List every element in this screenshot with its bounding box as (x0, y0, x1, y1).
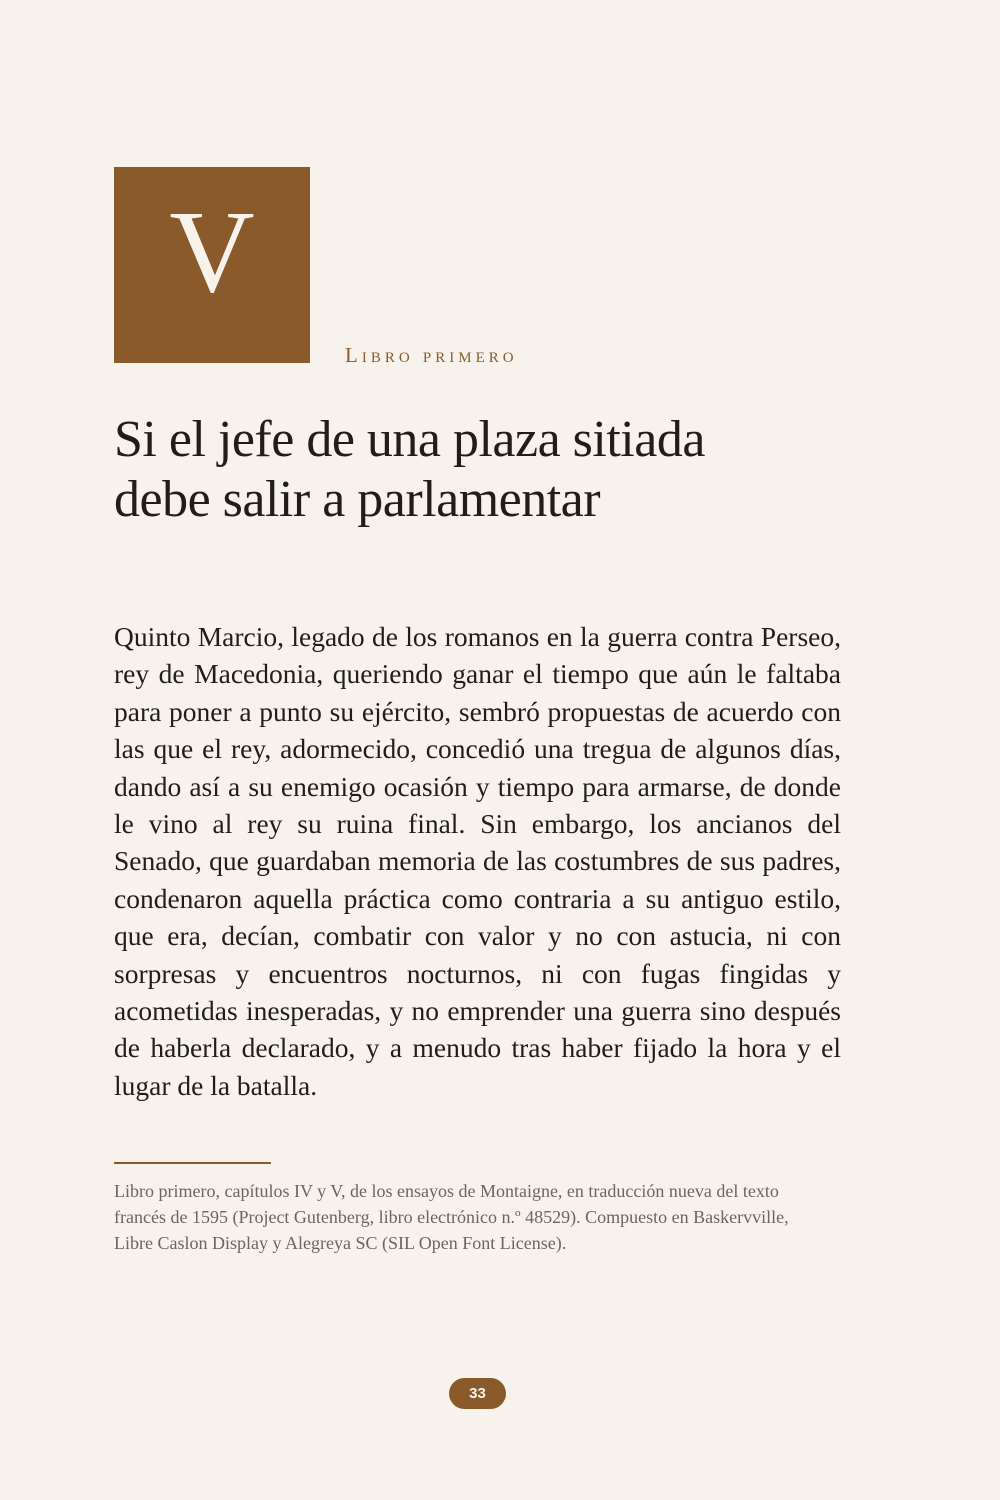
chapter-title-line-1: Si el jefe de una plaza sitiada (114, 411, 705, 468)
chapter-title-line-2: debe salir a parlamentar (114, 471, 601, 528)
page-number-badge: 33 (449, 1378, 506, 1409)
body-paragraph: Quinto Marcio, legado de los romanos en la guerra contra Perseo, rey de Macedonia, queriendo ganar el tiempo que aún le faltaba para poner a punto su ejército, sembró propuestas de acuerdo con las que el rey, adormecido, concedió una tregua de algunos días, dando así a su enemigo ocasión y tiempo para armarse, de donde le vino al rey su ruina final. Sin embargo, los ancianos del Senado, que guardaban memoria de las costumbres de sus padres, condenaron aquella práctica como contraria a su antiguo estilo, que era, decían, combatir con valor y no con astucia, ni con sorpresas y encuentros nocturnos, ni con fugas fingidas y acometidas inesperadas, y no emprender una guerra sino después de haberla declarado, y a menudo tras haber fijado la hora y el lugar de la batalla. (114, 621, 841, 1101)
footnote: Libro primero, capítulos IV y V, de los ensayos de Montaigne, en traducción nueva del texto francés de 1595 (Project Gutenberg, libro electrónico n.º 48529). Compuesto en Baskervville, Libre Caslon Display y Alegreya SC (SIL Open Font License). (114, 1181, 789, 1253)
footnote-divider (114, 1162, 271, 1164)
chapter-numeral: V (169, 186, 255, 317)
chapter-title (114, 410, 874, 530)
chapter-number-box (114, 167, 310, 363)
book-label: Libro primero (345, 343, 518, 367)
